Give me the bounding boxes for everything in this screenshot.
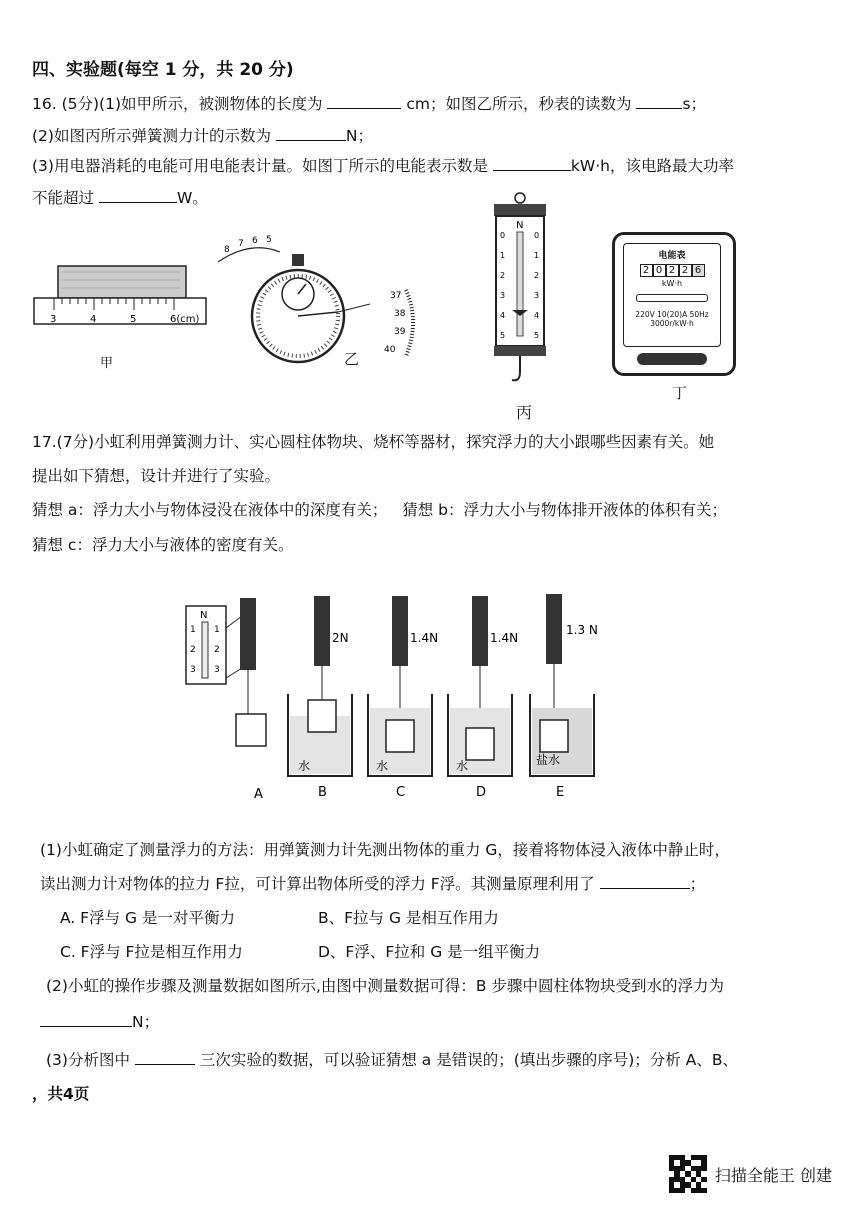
scale-40: 40 [384,345,396,355]
top-scale-8: 8 [224,245,230,255]
meter-spec1: 220V 10(20)A 50Hz [635,310,709,319]
q17-part3-line: (3)分析图中 三次实验的数据，可以验证猜想 a 是错误的；(填出步骤的序号)；分析 A、B、 [46,1051,738,1069]
top-scale-6: 6 [252,236,258,246]
zoom-right-2: 2 [214,645,220,655]
ruler-tick-4: 4 [90,314,97,325]
block-c [386,720,414,752]
q16-line1: 16. (5分)(1)如甲所示，被测物体的长度为 cm；如图乙所示，秒表的读数为 s； [32,95,707,113]
step-b: B [318,785,327,800]
meter-digits [624,264,720,277]
step-e: E [556,785,565,800]
q17-line2: 提出如下猜想，设计并进行了实验。 [32,467,281,485]
brand-text: 扫描全能王 创建 [714,1165,832,1185]
reading-c: 1.4N [410,631,439,645]
top-cap [494,204,546,216]
option-b[interactable]: B、F拉与 G 是相互作用力 [318,909,499,927]
left-tick-2: 2 [500,271,506,280]
meter-disc [636,294,708,302]
q17-part1-line1: (1)小虹确定了测量浮力的方法：用弹簧测力计先测出物体的重力 G，接着将物体浸入液体中静止时， [40,841,730,859]
zoom-scale-slot [202,622,208,678]
hook [512,356,520,380]
fig-label-yi: 乙 [344,350,360,368]
stopwatch-crown [292,254,304,266]
meter-digit: 0 [653,264,666,277]
answer-blank-meter[interactable] [493,156,571,171]
scale-c [392,596,408,666]
meter-digit: 2 [666,264,679,277]
right-tick-3: 3 [534,291,540,300]
zoom-connector-top [226,616,242,628]
left-tick-4: 4 [500,311,506,320]
zoom-right-3: 3 [214,665,220,675]
section-title: 四、实验题(每空 1 分，共 20 分) [32,60,294,80]
block-b [308,700,336,732]
top-ring [515,193,525,203]
hypothesis-a: 猜想 a：浮力大小与物体浸没在液体中的深度有关； [32,501,388,519]
left-tick-0: 0 [500,231,506,240]
scale-slot [517,232,523,336]
q17-part2-line2: N； [40,1012,159,1032]
energy-meter-figure [612,232,736,376]
q17-line1: 17.(7分)小虹利用弹簧测力计、实心圆柱体物块、烧杯等器材，探究浮力的大小跟哪些因素有关。她 [32,433,715,451]
answer-blank-length[interactable] [327,94,401,109]
step-d: D [476,785,487,800]
block-e [540,720,568,752]
scale-38: 38 [394,309,406,319]
answer-blank-stopwatch[interactable] [636,94,682,109]
meter-panel [623,243,721,347]
scale-e [546,594,562,664]
zoom-scale-arc [406,290,413,356]
meter-spec2: 3000r/kW·h [650,319,694,328]
top-scale-7: 7 [238,239,244,249]
right-tick-5: 5 [534,331,540,340]
fig-label-bing: 丙 [516,403,533,422]
option-a[interactable]: A. F浮与 G 是一对平衡力 [60,909,235,927]
zoom-connector-bottom [226,668,242,678]
page-count: ，共4页 [32,1085,90,1103]
liquid-d: 水 [456,759,469,773]
left-tick-3: 3 [500,291,506,300]
answer-blank-steps[interactable] [135,1050,195,1065]
qr-code-icon [669,1155,707,1193]
ruler-tick-5: 5 [130,314,137,325]
reading-d: 1.4N [490,631,519,645]
fig-label-jia: 甲 [100,356,114,371]
meter-terminal [637,353,707,365]
ruler-figure [30,258,215,338]
reading-e: 1.3 N [566,623,598,637]
liquid-c: 水 [376,759,389,773]
q16-line3: (3)用电器消耗的电能可用电能表计量。如图丁所示的电能表示数是 kW·h，该电路最大功率 [32,157,734,175]
q17-hypothesis-line [32,500,727,520]
scale-unit: N [516,220,524,231]
answer-blank-power[interactable] [99,188,177,203]
reading-b: 2N [332,631,349,645]
right-tick-4: 4 [534,311,540,320]
right-tick-1: 1 [534,251,540,260]
left-tick-5: 5 [500,331,506,340]
meter-digit-decimal: 6 [692,264,705,277]
q17-part2-line1: (2)小虹的操作步骤及测量数据如图所示,由图中测量数据可得：B 步骤中圆柱体物块受到水的浮力为 [46,977,724,995]
left-tick-1: 1 [500,251,506,260]
block-d [466,728,494,760]
q16-line2: (2)如图丙所示弹簧测力计的示数为 N； [32,127,374,145]
zoom-left-1: 1 [190,625,196,635]
step-a: A [254,787,263,802]
buoyancy-experiment-figure [180,588,640,806]
scale-a [240,598,256,670]
ruler-tick-3: 3 [50,314,57,325]
meter-digit: 2 [640,264,653,277]
spring-scale-figure [490,190,550,400]
fig-label-ding: 丁 [672,384,688,402]
liquid-e: 盐水 [536,753,561,767]
scale-b [314,596,330,666]
zoom-right-1: 1 [214,625,220,635]
hypothesis-b: 猜想 b：浮力大小与物体排开液体的体积有关； [402,501,727,519]
meter-unit: kW·h [661,279,683,288]
stopwatch-figure [210,232,440,372]
q17-part1-line2: 读出测力计对物体的拉力 F拉，可计算出物体所受的浮力 F浮。其测量原理利用了 ； [40,875,706,893]
top-scale-5: 5 [266,235,272,245]
zoom-left-3: 3 [190,665,196,675]
right-tick-2: 2 [534,271,540,280]
scale-d [472,596,488,666]
scanner-watermark [669,1155,832,1193]
measured-block [58,266,186,298]
answer-blank-spring[interactable] [276,126,346,141]
hypothesis-c: 猜想 c：浮力大小与液体的密度有关。 [32,536,294,554]
scale-37: 37 [390,291,402,301]
step-c: C [396,785,406,800]
option-d[interactable]: D、F浮、F拉和 G 是一组平衡力 [318,943,541,961]
q16-line4: 不能超过 W。 [32,189,208,207]
option-c[interactable]: C. F浮与 F拉是相互作用力 [60,943,243,961]
ruler-tick-6: 6(cm) [170,314,200,325]
answer-blank-principle[interactable] [600,874,690,889]
meter-title: 电能表 [658,251,686,261]
answer-blank-buoyancy[interactable] [40,1012,132,1027]
right-tick-0: 0 [534,231,540,240]
scale-39: 39 [394,327,406,337]
zoom-scale-unit: N [200,610,208,621]
liquid-b: 水 [298,759,311,773]
meter-digit: 2 [679,264,692,277]
zoom-left-2: 2 [190,645,196,655]
bottom-cap [494,346,546,356]
block-a [236,714,266,746]
